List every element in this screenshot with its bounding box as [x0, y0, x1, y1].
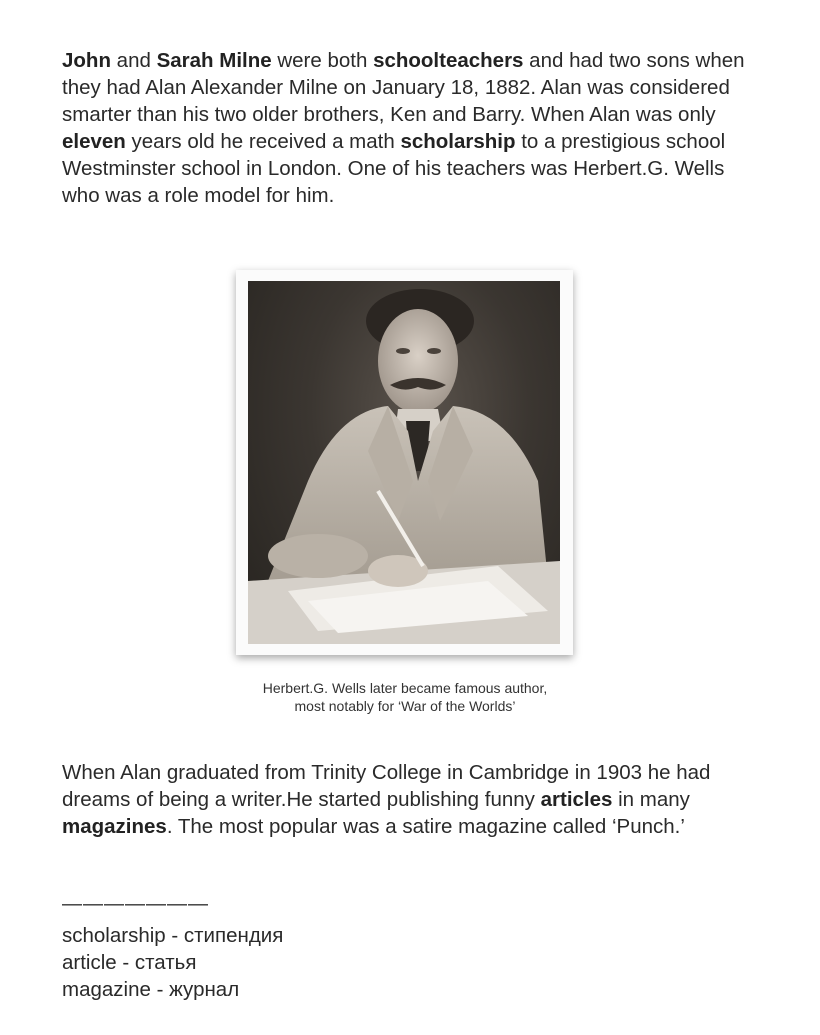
vocabulary-item: article - статья: [62, 951, 197, 974]
portrait-photo-frame: [236, 270, 573, 655]
text-run: and had two sons when they had Alan Alexander Milne on January 18, 1882. Alan was considered smarter than his two older brothers, Ken and Barry. When Alan was only: [62, 49, 745, 126]
bold-term: Sarah Milne: [156, 49, 272, 72]
bold-term: scholarship: [400, 130, 516, 153]
section-divider: ———————: [62, 893, 209, 915]
bold-term: John: [62, 49, 111, 72]
portrait-photo: [248, 281, 560, 644]
vocabulary-item: magazine - журнал: [62, 978, 240, 1001]
bold-term: eleven: [62, 130, 126, 153]
text-run: When Alan graduated from Trinity College in Cambridge in 1903 he had dreams of being a writer.He started publishing funny: [62, 761, 711, 811]
text-run: years old he received a math: [125, 130, 401, 153]
caption-line: most notably for ‘War of the Worlds’: [294, 698, 516, 714]
text-run: . The most popular was a satire magazine called ‘Punch.’: [166, 815, 685, 838]
text-run: and: [110, 49, 157, 72]
biography-paragraph-1: [62, 47, 762, 209]
caption-line: Herbert.G. Wells later became famous author,: [262, 680, 548, 696]
photo-caption: [200, 679, 610, 715]
text-run: to a prestigious school Westminster school in London. One of his teachers was Herbert.G. Wells who was a role model for him.: [62, 130, 726, 207]
bold-term: schoolteachers: [373, 49, 524, 72]
biography-paragraph-2: [62, 759, 762, 840]
text-run: in many: [612, 788, 690, 811]
portrait-illustration: [248, 281, 560, 644]
bold-term: articles: [540, 788, 613, 811]
bold-term: magazines: [62, 815, 167, 838]
vocabulary-item: scholarship - стипендия: [62, 924, 284, 947]
text-run: were both: [271, 49, 374, 72]
